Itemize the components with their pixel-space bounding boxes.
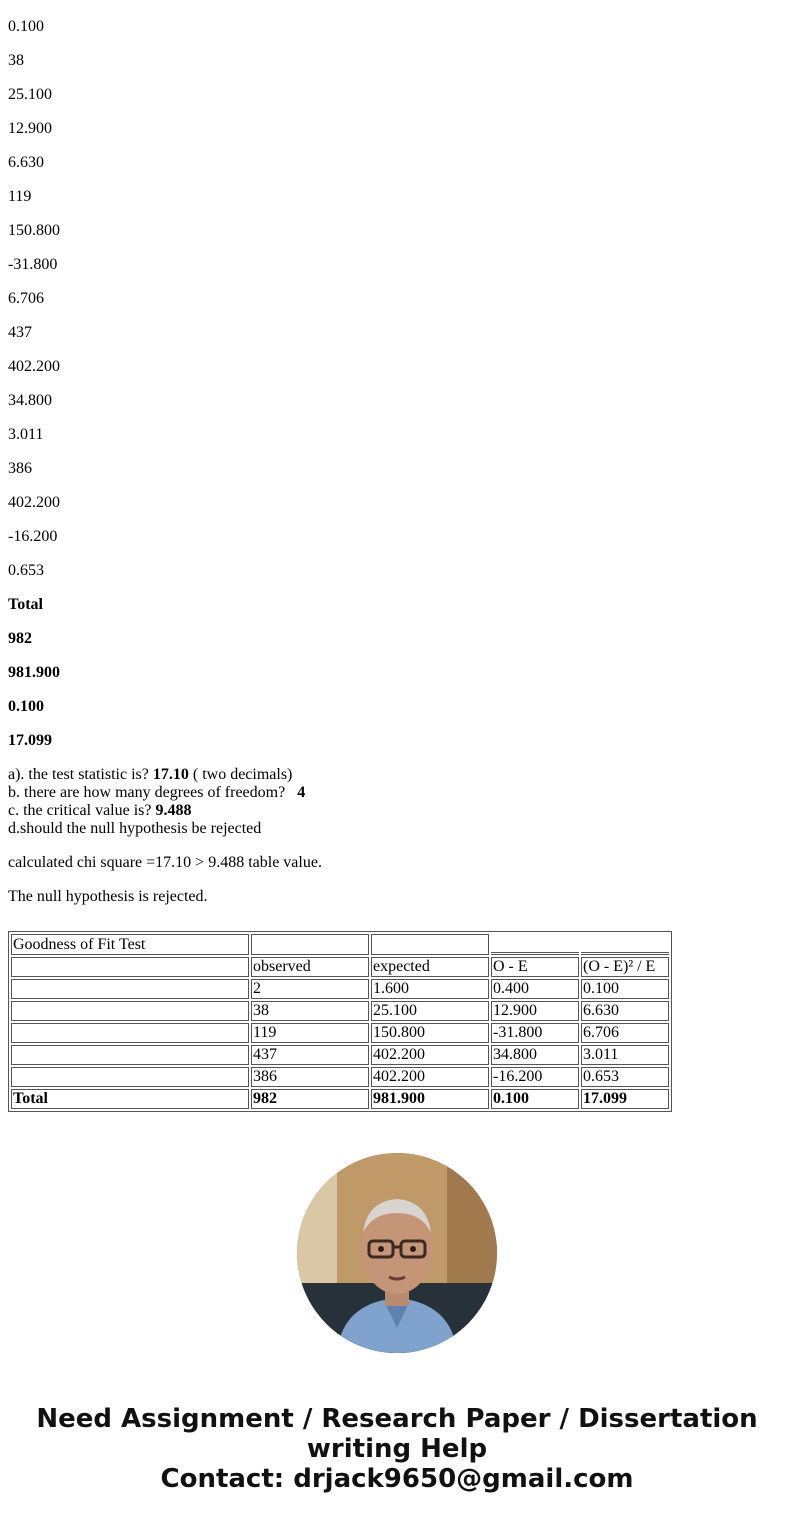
footer-line: writing Help [306,1434,488,1464]
table-cell [11,1067,249,1087]
total-value: 981.900 [8,664,60,681]
table-cell [371,934,489,955]
table-cell: 1.600 [371,979,489,999]
list-value: 34.800 [8,392,52,409]
column-header: observed [251,957,369,977]
answer-a [8,766,786,784]
list-value: 150.800 [8,222,60,239]
answer-a-value: 17.10 [152,766,189,783]
table-title-row [11,934,669,955]
table-cell: 6.706 [581,1023,669,1043]
table-total-row [11,1089,669,1109]
list-value: 386 [8,460,32,477]
list-value: 6.630 [8,154,44,171]
document-body [8,0,786,906]
column-header [11,957,249,977]
list-value: 38 [8,52,24,69]
table-cell: 981.900 [371,1089,489,1109]
table-cell: -16.200 [491,1067,579,1087]
table-header-row [11,957,669,977]
list-value: 12.900 [8,120,52,137]
table-row [11,979,669,999]
table-cell: Total [11,1089,249,1109]
table-cell [11,979,249,999]
list-value: 0.100 [8,18,44,35]
table-row [11,1023,669,1043]
answers-block [8,766,786,838]
footer-contact [0,1404,794,1494]
table-row [11,1001,669,1021]
table-cell [581,934,669,955]
list-value: 3.011 [8,426,44,443]
list-value: -31.800 [8,256,58,273]
decision-text: The null hypothesis is rejected. [8,888,208,905]
answer-b-value: 4 [297,784,306,801]
list-value: -16.200 [8,528,58,545]
footer-contact-email: Contact: drjack9650@gmail.com [160,1464,634,1494]
answer-c-question: c. the critical value is? [8,802,152,819]
list-value: 437 [8,324,32,341]
table-cell [11,1045,249,1065]
table-cell: 3.011 [581,1045,669,1065]
table-cell [11,1023,249,1043]
answer-c-value: 9.488 [155,802,192,819]
list-value: 0.653 [8,562,44,579]
list-value: 119 [8,188,32,205]
avatar [297,1153,497,1353]
answer-a-note: ( two decimals) [188,766,293,783]
table-cell: 402.200 [371,1067,489,1087]
table-row [11,1045,669,1065]
total-value: 0.100 [8,698,44,715]
table-cell: 12.900 [491,1001,579,1021]
table-row [11,1067,669,1087]
table-title: Goodness of Fit Test [11,934,249,955]
table-cell: 437 [251,1045,369,1065]
table-cell [251,934,369,955]
answer-a-question: a). the test statistic is? [8,766,149,783]
table-cell [11,1001,249,1021]
table-cell: 38 [251,1001,369,1021]
total-value: 17.099 [8,732,52,749]
answer-d: d.should the null hypothesis be rejected [8,820,262,837]
value-list [8,0,786,766]
column-header: expected [371,957,489,977]
table-cell: 119 [251,1023,369,1043]
list-value: 402.200 [8,494,60,511]
column-header: (O - E)² / E [581,957,669,977]
table-cell: 0.400 [491,979,579,999]
table-cell: 0.653 [581,1067,669,1087]
answer-b [8,784,786,802]
table-cell: 2 [251,979,369,999]
table-cell: 150.800 [371,1023,489,1043]
total-label: Total [8,596,43,613]
goodness-of-fit-table [8,931,672,1112]
table-cell: 386 [251,1067,369,1087]
table-cell: 17.099 [581,1089,669,1109]
person-photo-icon [297,1153,497,1353]
table-cell: -31.800 [491,1023,579,1043]
table-cell [491,934,579,955]
list-value [8,0,786,18]
answer-c [8,802,786,820]
conclusion-text: calculated chi square =17.10 > 9.488 table value. [8,854,322,871]
footer-line: Need Assignment / Research Paper / Dissertation [36,1404,758,1434]
table-cell: 6.630 [581,1001,669,1021]
table-cell: 402.200 [371,1045,489,1065]
table-cell: 34.800 [491,1045,579,1065]
table-cell: 982 [251,1089,369,1109]
list-value: 6.706 [8,290,44,307]
list-value: 402.200 [8,358,60,375]
answer-b-question: b. there are how many degrees of freedom? [8,784,286,801]
list-value: 25.100 [8,86,52,103]
table-cell: 0.100 [581,979,669,999]
table-cell: 25.100 [371,1001,489,1021]
total-value: 982 [8,630,32,647]
column-header: O - E [491,957,579,977]
table-cell: 0.100 [491,1089,579,1109]
